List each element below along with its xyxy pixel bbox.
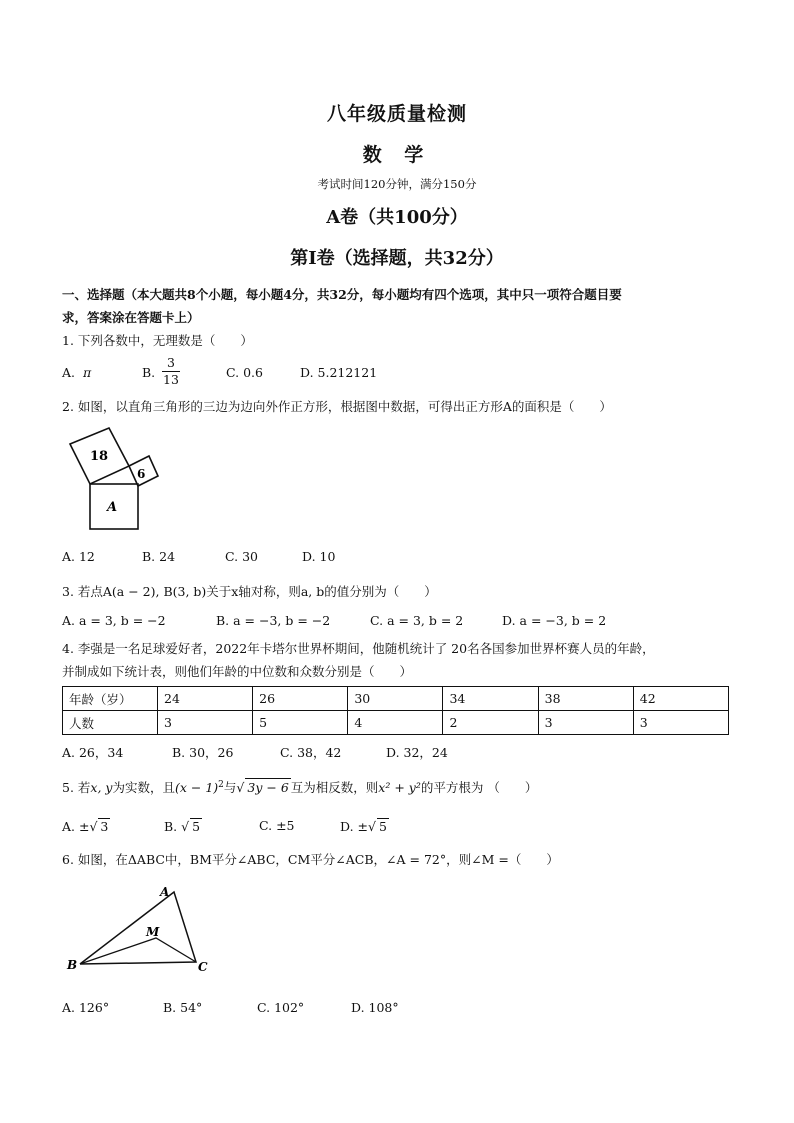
q3-options	[62, 613, 732, 631]
q1-option-a[interactable]: A. π	[62, 365, 92, 380]
table-cell: 3	[158, 711, 253, 735]
q4-option-d[interactable]: D. 32，24	[386, 745, 448, 760]
q6-label-m: M	[146, 925, 160, 939]
q6-triangle-figure	[62, 878, 232, 978]
q1-option-b-fraction: $\frac{3}{13}$	[163, 355, 179, 387]
table-cell: 42	[633, 687, 728, 711]
q4-option-a[interactable]: A. 26，34	[62, 745, 124, 760]
q6-option-a[interactable]: A. 126°	[62, 1000, 110, 1015]
q6-label-b: B	[67, 958, 78, 972]
table-cell: 人数	[63, 711, 158, 735]
q3-option-b[interactable]: B. a = −3, b = −2	[216, 613, 331, 628]
table-cell: 3	[633, 711, 728, 735]
q1-options	[62, 357, 732, 391]
q5-option-a[interactable]: A. ±√ 3	[62, 819, 109, 834]
q1-stem: 1. 下列各数中，无理数是（ ）	[62, 333, 253, 348]
q3-stem: 3. 若点A(a − 2), B(3, b)关于x轴对称，则a, b的值分别为（ ）	[62, 584, 437, 599]
table-cell: 4	[348, 711, 443, 735]
table-cell: 5	[253, 711, 348, 735]
q6-option-d[interactable]: D. 108°	[351, 1000, 399, 1015]
table-cell: 2	[443, 711, 538, 735]
q5-stem: 5. 若x, y为实数，且$(x - 1)^2$与√ 3y − 6 互为相反数，则x² + y²的平方根为 （ ）	[62, 780, 538, 796]
q4-option-b[interactable]: B. 30，26	[172, 745, 234, 760]
q6-triangle-abc	[80, 892, 196, 964]
table-row	[63, 687, 729, 711]
exam-subject: 数 学	[362, 144, 432, 166]
section-heading	[62, 283, 732, 329]
q6-label-c: C	[198, 960, 208, 974]
q2-squares-figure	[62, 424, 172, 536]
exam-info: 考试时间120分钟，满分150分	[317, 177, 477, 191]
q4-options	[62, 743, 732, 761]
q2-option-b[interactable]: B. 24	[142, 549, 176, 564]
q2-label-6: 6	[137, 467, 146, 481]
q2-option-c[interactable]: C. 30	[225, 549, 258, 564]
q3-option-a[interactable]: A. a = 3, b = −2	[62, 613, 166, 628]
q6-option-b[interactable]: B. 54°	[163, 1000, 203, 1015]
table-cell: 26	[253, 687, 348, 711]
q4-option-c[interactable]: C. 38，42	[280, 745, 342, 760]
table-cell: 24	[158, 687, 253, 711]
q2-options	[62, 549, 732, 567]
q2-label-a: A	[107, 500, 118, 515]
q5-option-c[interactable]: C. ±5	[259, 818, 295, 833]
q6-stem: 6. 如图，在ΔABC中，BM平分∠ABC，CM平分∠ACB，∠A = 72°，则∠M =（ ）	[62, 852, 559, 867]
q2-stem: 2. 如图，以直角三角形的三边为边向外作正方形，根据图中数据，可得出正方形A的面积是（ ）	[62, 399, 612, 414]
exam-title: 八年级质量检测	[326, 103, 467, 125]
table-cell: 3	[538, 711, 633, 735]
q6-label-a: A	[160, 885, 170, 899]
q1-option-d[interactable]: D. 5.212121	[300, 365, 378, 380]
section-heading-line2: 求，答案涂在答题卡上）	[62, 310, 200, 325]
q5-option-d[interactable]: D. ±√ 5	[340, 819, 387, 834]
section-heading-line1: 一、选择题（本大题共8个小题，每小题4分，共32分，每小题均有四个选项，其中只一项符合题目要	[62, 287, 622, 302]
table-cell: 38	[538, 687, 633, 711]
q6-option-c[interactable]: C. 102°	[257, 1000, 305, 1015]
paper-a-title: A卷（共100分）	[326, 207, 468, 228]
table-cell: 年龄（岁）	[63, 687, 158, 711]
q2-option-a[interactable]: A. 12	[62, 549, 95, 564]
part-one-title: 第I卷（选择题，共32分）	[290, 248, 504, 269]
table-row	[63, 711, 729, 735]
q4-stem-line1: 4. 李强是一名足球爱好者，2022年卡塔尔世界杯期间，他随机统计了 20名各国参加世界杯赛人员的年龄，	[62, 641, 655, 656]
q3-option-c[interactable]: C. a = 3, b = 2	[370, 613, 464, 628]
q5-options	[62, 818, 732, 838]
q4-stem	[62, 640, 732, 681]
q6-options	[62, 1000, 732, 1018]
q1-option-b[interactable]: B.	[142, 365, 156, 380]
q2-option-d[interactable]: D. 10	[302, 549, 336, 564]
q4-age-table	[62, 686, 729, 735]
q4-stem-line2: 并制成如下统计表，则他们年龄的中位数和众数分别是（ ）	[62, 664, 413, 679]
q2-label-18: 18	[90, 449, 109, 464]
q3-option-d[interactable]: D. a = −3, b = 2	[502, 613, 607, 628]
table-cell: 30	[348, 687, 443, 711]
q1-option-c[interactable]: C. 0.6	[226, 365, 263, 380]
q5-option-b[interactable]: B. √ 5	[164, 819, 201, 834]
table-cell: 34	[443, 687, 538, 711]
